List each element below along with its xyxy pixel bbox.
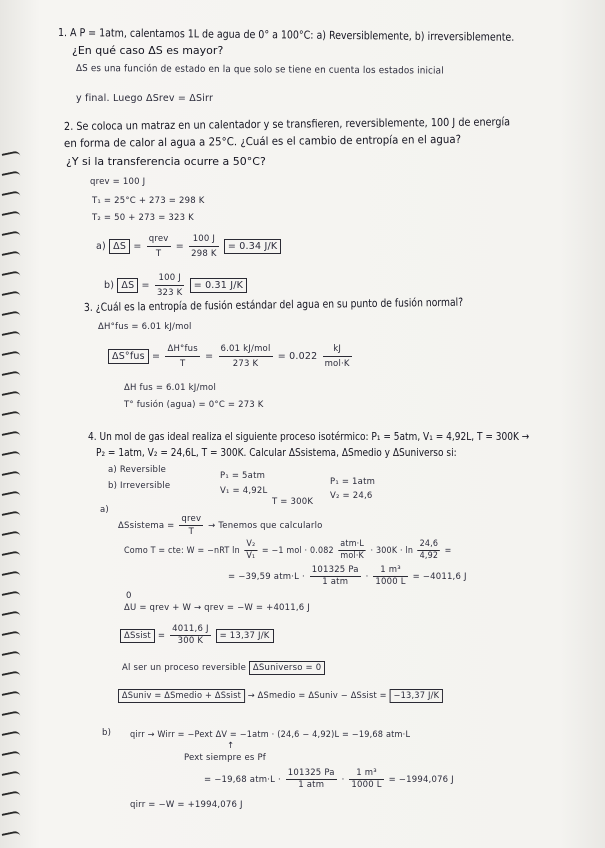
q4-a-line1-num: qrev bbox=[181, 514, 202, 524]
q4-a-line2-frac3 bbox=[418, 539, 440, 562]
q4-a-line7-res: −13,37 J/K bbox=[390, 689, 443, 703]
q2-b-label: b) bbox=[104, 280, 115, 291]
q4-b-line3-n1: 101325 Pa bbox=[287, 768, 335, 778]
q3-note1: ΔH fus = 6.01 kJ/mol bbox=[124, 383, 217, 393]
q2-a-den2: 298 K bbox=[191, 249, 217, 259]
q4-a-line3-mid: · bbox=[365, 572, 369, 582]
q4-b-line3-d2: 1000 L bbox=[351, 780, 382, 790]
q3-den1: T bbox=[179, 359, 186, 369]
q4-a-line2-lnnum: 24,6 bbox=[419, 539, 439, 549]
q4-b-line3-n2: 1 m³ bbox=[349, 768, 383, 780]
q4-a-line3-frac1 bbox=[310, 565, 361, 588]
q4-option-a: a) Reversible bbox=[108, 465, 167, 475]
q2-a-den1: T bbox=[155, 249, 162, 259]
q2-b-eq: = bbox=[141, 280, 150, 291]
q2-a-eq1: = bbox=[133, 241, 142, 252]
q4-a-line7-mid: → ΔSmedio = ΔSuniv − ΔSsist = bbox=[247, 691, 387, 701]
q4-b-line3 bbox=[204, 768, 454, 791]
q4-state1-p: P₁ = 5atm bbox=[220, 471, 266, 481]
q4-a-line1-post: → Tenemos que calcularlo bbox=[208, 521, 323, 531]
q4-b-line3-mid: · bbox=[341, 775, 345, 785]
q2-t1: T₁ = 25°C + 273 = 298 K bbox=[92, 196, 205, 206]
q1-statement-line1: 1. A P = 1atm, calentamos 1L de agua de 0° a 100°C: a) Reversiblemente, b) irreversiblemente. bbox=[57, 26, 515, 44]
q4-a-line7-box: ΔSuniv = ΔSmedio + ΔSsist bbox=[118, 689, 245, 703]
q2-b-result: = 0.31 J/K bbox=[190, 278, 247, 293]
q4-statement-line1: 4. Un mol de gas ideal realiza el siguiente proceso isotérmico: P₁ = 5atm, V₁ = 4,92L, T = 300K → bbox=[88, 430, 530, 443]
q4-a-line5-frac bbox=[170, 624, 211, 647]
spiral-binding bbox=[0, 150, 26, 848]
q4-a-line3-d1: 1 atm bbox=[322, 577, 349, 587]
q3-num2: 6.01 kJ/mol bbox=[219, 342, 273, 357]
q3-note2: T° fusión (agua) = 0°C = 273 K bbox=[124, 400, 264, 410]
q4-a-line5-den: 300 K bbox=[177, 636, 204, 646]
q4-a-label: a) bbox=[100, 505, 109, 515]
q2-a-frac2 bbox=[189, 232, 219, 261]
q4-a-line6-pre: Al ser un proceso reversible bbox=[122, 663, 247, 673]
q1-statement-line2: ¿En qué caso ΔS es mayor? bbox=[72, 44, 224, 57]
q4-a-line3 bbox=[228, 565, 467, 588]
q4-state2-v: V₂ = 24,6 bbox=[330, 491, 373, 501]
q4-a-line6 bbox=[122, 662, 325, 675]
q2-a-frac1 bbox=[147, 232, 171, 261]
q4-a-line7 bbox=[118, 690, 443, 703]
q4-a-line2-num: V₂ bbox=[246, 539, 256, 549]
q2-a-lhs: ΔS bbox=[109, 239, 130, 254]
q3-frac3 bbox=[323, 342, 352, 371]
q3-eq1: = bbox=[152, 351, 161, 362]
q2-a-eq2: = bbox=[175, 241, 184, 252]
q3-statement: 3. ¿Cuál es la entropía de fusión estándar del agua en su punto de fusión normal? bbox=[83, 295, 464, 314]
q4-a-line2-rnum: atm·L bbox=[340, 539, 365, 549]
q4-a-line3-n2: 1 m³ bbox=[373, 565, 407, 577]
q4-b-line4: qirr = −W = +1994,076 J bbox=[130, 800, 243, 810]
q2-qrev: qrev = 100 J bbox=[90, 177, 146, 187]
q4-a-line2-end: = bbox=[444, 546, 452, 556]
q4-a-line4-mark: 0 bbox=[126, 591, 132, 601]
q4-a-line3-frac2 bbox=[373, 565, 407, 588]
q4-a-line1-den: T bbox=[188, 527, 194, 537]
q4-a-line3-pre: = −39,59 atm·L · bbox=[228, 572, 305, 582]
q3-eq3: = 0.022 bbox=[277, 351, 318, 362]
q4-b-line3-d1: 1 atm bbox=[298, 780, 325, 790]
q4-a-line4: ΔU = qrev + W → qrev = −W = +4011,6 J bbox=[124, 603, 310, 613]
q4-a-line1-pre: ΔSsistema = bbox=[118, 521, 175, 531]
q3-equation bbox=[108, 342, 354, 371]
q4-b-line1-res: = −19,68 atm·L bbox=[341, 730, 411, 740]
q4-a-line5-eq: = bbox=[157, 631, 166, 641]
q2-a-num1: qrev bbox=[147, 232, 171, 247]
q4-b-line2: Pext siempre es Pf bbox=[184, 753, 266, 763]
q3-dh: ΔH°fus = 6.01 kJ/mol bbox=[98, 322, 192, 332]
q2-statement-line1: 2. Se coloca un matraz en un calentador y se transfieren, reversiblemente, 100 J de energía bbox=[63, 115, 511, 133]
q4-a-line2-frac1 bbox=[244, 539, 257, 562]
q4-a-line5-lhs: ΔSsist bbox=[120, 629, 155, 643]
q4-a-line3-n1: 101325 Pa bbox=[311, 565, 359, 575]
q4-a-line5 bbox=[120, 624, 274, 647]
q2-b-lhs: ΔS bbox=[117, 278, 138, 293]
q4-a-line3-d2: 1000 L bbox=[375, 577, 406, 587]
q4-state1-v: V₁ = 4,92L bbox=[220, 486, 268, 496]
q4-a-line1 bbox=[118, 513, 323, 538]
q4-a-line2-mid: = −1 mol · 0.082 bbox=[261, 546, 334, 556]
q4-b-label: b) bbox=[102, 728, 112, 738]
q4-b-line3-pre: = −19,68 atm·L · bbox=[204, 775, 281, 785]
q4-a-line1-frac bbox=[179, 513, 203, 538]
q4-b-line1 bbox=[130, 729, 410, 742]
q3-den2: 273 K bbox=[232, 359, 259, 369]
q4-a-line5-res: = 13,37 J/K bbox=[216, 629, 274, 643]
q4-b-line1-mid: = −1atm · (24,6 − 4,92)L bbox=[229, 730, 340, 740]
q2-b-num: 100 J bbox=[155, 271, 185, 286]
q3-num3: kJ bbox=[323, 342, 352, 357]
q2-statement-line2: en forma de calor al agua a 25°C. ¿Cuál es el cambio de entropía en el agua? bbox=[63, 132, 462, 150]
q2-b-den: 323 K bbox=[156, 288, 183, 298]
q4-state-t: T = 300K bbox=[272, 497, 314, 507]
q3-lhs: ΔS°fus bbox=[108, 349, 149, 364]
q4-a-line2-lnden: 4,92 bbox=[419, 551, 439, 561]
q4-b-arrow: ↑ bbox=[227, 741, 235, 751]
q4-a-line6-box: ΔSuniverso = 0 bbox=[249, 661, 325, 675]
q4-a-line2-den: V₁ bbox=[246, 551, 256, 561]
q4-a-line2-pre: Como T = cte: W = −nRT ln bbox=[124, 546, 240, 556]
q4-a-line3-end: = −4011,6 J bbox=[412, 572, 467, 582]
q4-b-line1-pre: qirr → Wirr = −Pext ΔV bbox=[130, 730, 228, 740]
q2-statement-line3: ¿Y si la transferencia ocurre a 50°C? bbox=[66, 155, 266, 168]
q3-eq2: = bbox=[205, 351, 214, 362]
q4-b-line3-res: = −1994,076 J bbox=[388, 775, 454, 785]
q3-frac1 bbox=[165, 342, 199, 371]
q4-b-line3-frac1 bbox=[286, 768, 337, 791]
q3-num1: ΔH°fus bbox=[165, 342, 199, 357]
q2-a-result: = 0.34 J/K bbox=[224, 239, 281, 254]
q2-a-num2: 100 J bbox=[189, 232, 219, 247]
q2-b-frac bbox=[155, 271, 185, 300]
q4-a-line2-mid2: · 300K · ln bbox=[370, 546, 414, 556]
q2-part-b bbox=[104, 271, 247, 300]
q3-den3: mol·K bbox=[324, 359, 350, 369]
q1-answer-line2: y final. Luego ΔSrev = ΔSirr bbox=[76, 93, 214, 104]
q2-part-a bbox=[96, 232, 281, 261]
q1-answer-line1: ΔS es una función de estado en la que solo se tiene en cuenta los estados inicial bbox=[75, 63, 444, 77]
q4-state2-p: P₁ = 1atm bbox=[330, 477, 376, 487]
q4-option-b: b) Irreversible bbox=[108, 481, 171, 491]
q2-t2: T₂ = 50 + 273 = 323 K bbox=[92, 213, 194, 223]
q3-frac2 bbox=[219, 342, 273, 371]
q4-a-line2-frac2 bbox=[338, 539, 366, 562]
q4-a-line2-rden: mol·K bbox=[340, 551, 364, 561]
q4-statement-line2: P₂ = 1atm, V₂ = 24,6L, T = 300K. Calcular ΔSsistema, ΔSmedio y ΔSuniverso si: bbox=[96, 446, 457, 459]
q2-a-label: a) bbox=[96, 241, 106, 252]
q4-a-line2 bbox=[124, 539, 452, 562]
q4-a-line5-num: 4011,6 J bbox=[172, 624, 209, 634]
q4-b-line3-frac2 bbox=[349, 768, 383, 791]
